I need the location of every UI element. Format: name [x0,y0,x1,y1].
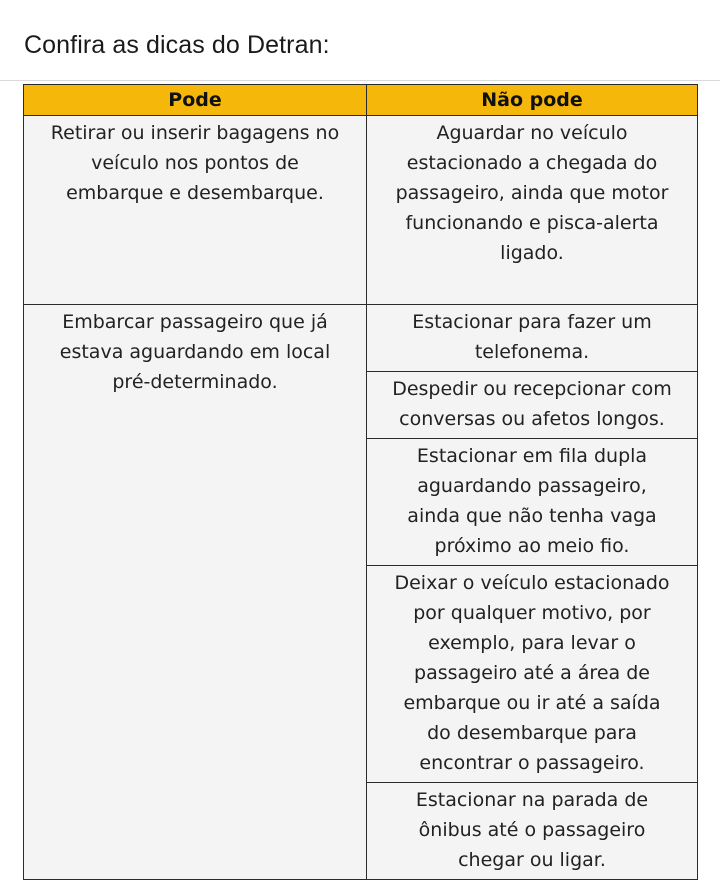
header-pode: Pode [24,85,367,116]
nao-pode-cell [367,566,698,783]
nao-pode-cell [367,783,698,880]
nao-pode-text: Estacionar para fazer um telefonema. [412,311,652,363]
nao-pode-text: Estacionar em fila dupla aguardando passageiro, ainda que não tenha vaga próximo ao meio fio. [407,445,657,557]
divider [0,80,720,81]
nao-pode-cell [367,116,698,305]
nao-pode-text: Despedir ou recepcionar com conversas ou afetos longos. [392,378,672,430]
table-row [24,116,698,305]
nao-pode-text: Deixar o veículo estacionado por qualquer motivo, por exemplo, para levar o passageiro até a área de embarque ou ir até a saída do desembarque para encontrar o passageiro. [394,572,670,774]
nao-pode-text: Aguardar no veículo estacionado a chegada do passageiro, ainda que motor funcionando e pisca-alerta ligado. [395,122,669,264]
pode-text: Retirar ou inserir bagagens no veículo nos pontos de embarque e desembarque. [50,122,340,204]
pode-text: Embarcar passageiro que já estava aguardando em local pré-determinado. [59,311,331,393]
nao-pode-cell [367,305,698,372]
header-nao-pode: Não pode [367,85,698,116]
nao-pode-cell [367,372,698,439]
pode-cell [24,116,367,305]
nao-pode-text: Estacionar na parada de ônibus até o passageiro chegar ou ligar. [415,789,649,871]
pode-cell [24,305,367,880]
nao-pode-cell [367,439,698,566]
table-row [24,305,698,372]
table-header-row [24,85,698,116]
page-title: Confira as dicas do Detran: [24,31,330,59]
tips-table [23,84,698,880]
